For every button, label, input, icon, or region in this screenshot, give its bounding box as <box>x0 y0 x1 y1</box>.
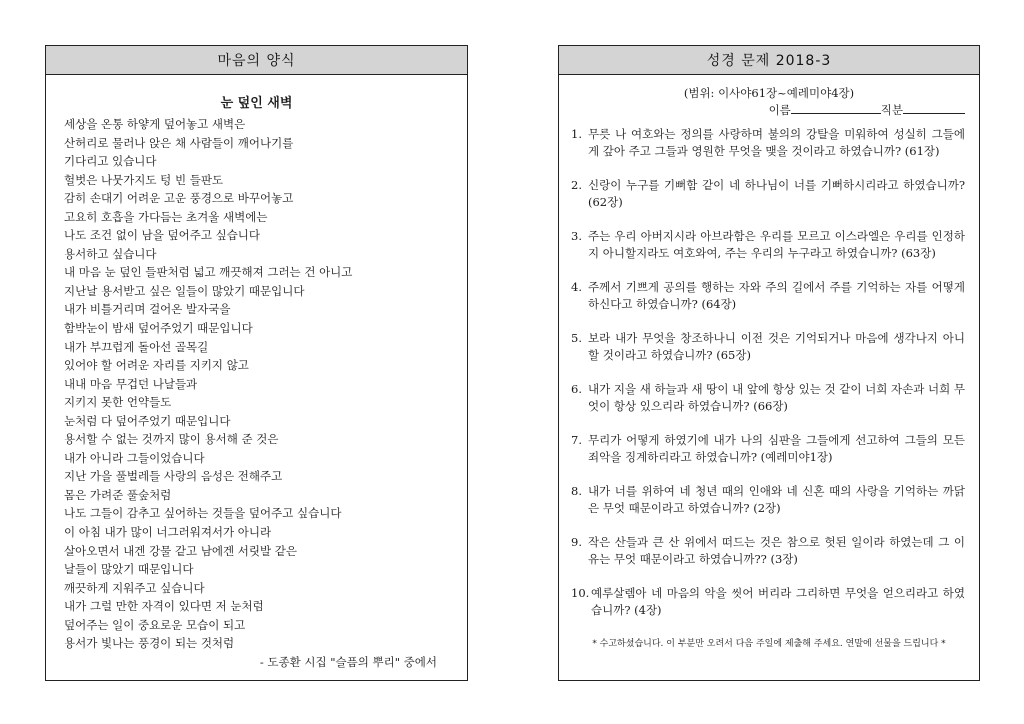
question-number: 2. <box>571 178 582 192</box>
question-number: 6. <box>571 382 582 396</box>
poem-panel <box>45 45 468 681</box>
poem-line: 있어야 할 어려운 자리를 지키지 않고 <box>64 358 249 373</box>
question-number: 8. <box>571 484 582 498</box>
poem-line: 용서하고 싶습니다 <box>64 246 157 261</box>
name-blank[interactable] <box>791 101 881 114</box>
poem-line: 기다리고 있습니다 <box>64 154 157 169</box>
poem-panel-header: 마음의 양식 <box>46 46 467 75</box>
question-item <box>571 534 965 585</box>
poem-line: 나도 조건 없이 남을 덮어주고 싶습니다 <box>64 228 261 243</box>
poem-source: - 도종환 시집 "슬픔의 뿌리" 중에서 <box>259 654 437 669</box>
name-label: 이름 <box>768 103 791 117</box>
question-number: 1. <box>571 127 582 141</box>
poem-line: 산허리로 물러나 앉은 채 사람들이 깨어나기를 <box>64 135 294 150</box>
poem-line: 깨끗하게 지워주고 싶습니다 <box>64 580 205 595</box>
question-text: 신랑이 누구를 기뻐함 같이 네 하나님이 너를 기뻐하시리라고 하였습니까? (62장) <box>588 178 965 209</box>
question-number: 5. <box>571 331 582 345</box>
quiz-panel <box>558 45 980 681</box>
role-blank[interactable] <box>903 101 965 114</box>
poem-line: 함박눈이 밤새 덮어주었기 때문입니다 <box>64 321 253 336</box>
question-list <box>559 126 979 636</box>
question-item <box>571 585 965 636</box>
question-item <box>571 381 965 432</box>
poem-line: 몸은 가려준 풀숲처럼 <box>64 487 172 502</box>
poem-line: 내내 마음 무겁던 나날들과 <box>64 376 198 391</box>
poem-line: 용서할 수 없는 것까지 많이 용서해 준 것은 <box>64 432 279 447</box>
poem-line: 내가 아니라 그들이었습니다 <box>64 450 205 465</box>
question-item <box>571 279 965 330</box>
poem-title: 눈 덮인 새벽 <box>220 96 293 111</box>
poem-line: 감히 손대기 어려운 고운 풍경으로 바꾸어놓고 <box>64 191 294 206</box>
poem-line: 덮어주는 일이 중요로운 모습이 되고 <box>64 617 246 632</box>
poem-body <box>46 115 467 653</box>
poem-line: 세상을 온통 하얗게 덮어놓고 새벽은 <box>64 117 246 131</box>
poem-line: 헐벗은 나뭇가지도 텅 빈 들판도 <box>64 172 224 187</box>
question-item <box>571 432 965 483</box>
poem-line: 이 아침 내가 많이 너그러워져서가 아니라 <box>64 525 272 540</box>
poem-line: 내가 비틀거리며 걸어온 발자국을 <box>64 302 231 317</box>
question-item <box>571 330 965 381</box>
question-text: 무리가 어떻게 하였기에 내가 나의 심판을 그들에게 선고하여 그들의 모든 죄악을 징계하리라고 하였습니까? (예레미야1장) <box>588 433 965 464</box>
quiz-panel-header: 성경 문제 2018-3 <box>559 46 979 75</box>
poem-line: 내가 부끄럽게 돌아선 골목길 <box>64 339 209 354</box>
poem-line: 내 마음 눈 덮인 들판처럼 넓고 깨끗해져 그러는 건 아니고 <box>64 265 353 280</box>
question-text: 예루살렘아 네 마음의 악을 씻어 버리라 그리하면 무엇을 얻으리라고 하였습니까? (4장) <box>591 586 965 617</box>
poem-line: 고요히 호흡을 가다듬는 초겨울 새벽에는 <box>64 209 268 224</box>
poem-line: 지키지 못한 언약들도 <box>64 395 172 410</box>
question-text: 내가 지을 새 하늘과 새 땅이 내 앞에 항상 있는 것 같이 너희 자손과 너희 무엇이 항상 있으리라 하였습니까? (66장) <box>588 382 965 413</box>
question-text: 보라 내가 무엇을 창조하나니 이전 것은 기억되거나 마음에 생각나지 아니할 것이라고 하였습니까? (65장) <box>588 331 965 362</box>
poem-line: 내가 그럴 만한 자격이 있다면 저 눈처럼 <box>64 599 264 614</box>
footer-note: * 수고하셨습니다. 이 부분만 오려서 다음 주일에 제출해 주세요. 연말에 선물을 드립니다 * <box>592 639 946 649</box>
question-text: 작은 산들과 큰 산 위에서 떠드는 것은 참으로 헛된 일이라 하였는데 그 이유는 무엇 때문이라고 하였습니까?? (3장) <box>588 535 965 566</box>
poem-line: 지난 가을 풀벌레들 사랑의 음성은 전해주고 <box>64 469 283 484</box>
poem-line: 지난날 용서받고 싶은 일들이 많았기 때문입니다 <box>64 283 305 298</box>
question-text: 주는 우리 아버지시라 아브라함은 우리를 모르고 이스라엘은 우리를 인정하지 아니할지라도 여호와여, 주는 우리의 누구라고 하였습니까? (63장) <box>588 229 965 260</box>
question-text: 무릇 나 여호와는 정의를 사랑하며 불의의 강탈을 미워하여 성실히 그들에게 갚아 주고 그들과 영원한 무엇을 맺을 것이라고 하였습니까? (61장) <box>588 127 965 158</box>
question-item <box>571 126 965 177</box>
question-text: 내가 너를 위하여 네 청년 때의 인애와 네 신혼 때의 사랑을 기억하는 까닭은 무엇 때문이라고 하였습니까? (2장) <box>588 484 965 515</box>
poem-line: 눈처럼 다 덮어주었기 때문입니다 <box>64 413 231 428</box>
question-text: 주께서 기쁘게 공의를 행하는 자와 주의 길에서 주를 기억하는 자를 어떻게 하신다고 하였습니까? (64장) <box>588 280 965 311</box>
question-item <box>571 228 965 279</box>
poem-line: 나도 그들이 감추고 싶어하는 것들을 덮어주고 싶습니다 <box>64 506 342 521</box>
question-item <box>571 177 965 228</box>
question-number: 3. <box>571 229 582 243</box>
question-number: 4. <box>571 280 582 294</box>
question-number: 7. <box>571 433 582 447</box>
poem-line: 용서가 빛나는 풍경이 되는 것처럼 <box>64 636 235 651</box>
question-number: 10. <box>571 586 590 600</box>
role-label: 직분 <box>880 103 903 117</box>
poem-line: 살아오면서 내겐 강물 같고 남에겐 서릿발 같은 <box>64 543 298 558</box>
quiz-range: (범위: 이사야61장~예레미야4장) <box>683 86 855 100</box>
poem-line: 날들이 많았기 때문입니다 <box>64 562 194 577</box>
name-role-row <box>559 101 979 118</box>
question-number: 9. <box>571 535 582 549</box>
question-item <box>571 483 965 534</box>
